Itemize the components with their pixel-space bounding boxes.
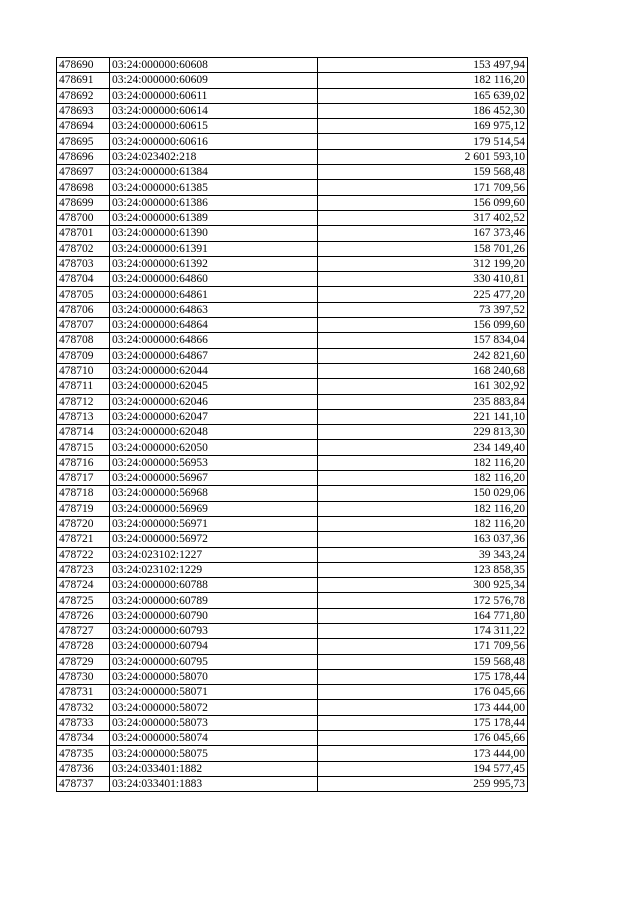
table-body [57, 58, 528, 792]
cadastral-value-table [56, 57, 528, 792]
value-amount-cell: 157 834,04 [318, 333, 528, 348]
row-number-cell: 478729 [57, 654, 110, 669]
cadastral-number-cell: 03:24:000000:60608 [110, 58, 318, 73]
row-number-cell: 478696 [57, 149, 110, 164]
row-number-cell: 478698 [57, 180, 110, 195]
cadastral-number-cell: 03:24:033401:1883 [110, 776, 318, 791]
table-row [57, 363, 528, 378]
table-row [57, 241, 528, 256]
cadastral-number-cell: 03:24:000000:61391 [110, 241, 318, 256]
table-row [57, 226, 528, 241]
value-amount-cell: 2 601 593,10 [318, 149, 528, 164]
table-row [57, 562, 528, 577]
cadastral-number-cell: 03:24:000000:62046 [110, 394, 318, 409]
table-row [57, 58, 528, 73]
row-number-cell: 478717 [57, 471, 110, 486]
row-number-cell: 478728 [57, 639, 110, 654]
table-row [57, 700, 528, 715]
row-number-cell: 478735 [57, 746, 110, 761]
cadastral-number-cell: 03:24:000000:61390 [110, 226, 318, 241]
cadastral-number-cell: 03:24:000000:58075 [110, 746, 318, 761]
row-number-cell: 478715 [57, 440, 110, 455]
value-amount-cell: 123 858,35 [318, 562, 528, 577]
row-number-cell: 478734 [57, 731, 110, 746]
cadastral-number-cell: 03:24:000000:60794 [110, 639, 318, 654]
row-number-cell: 478700 [57, 210, 110, 225]
cadastral-number-cell: 03:24:000000:61384 [110, 165, 318, 180]
value-amount-cell: 179 514,54 [318, 134, 528, 149]
row-number-cell: 478711 [57, 379, 110, 394]
value-amount-cell: 156 099,60 [318, 195, 528, 210]
cadastral-number-cell: 03:24:000000:62048 [110, 425, 318, 440]
table-row [57, 379, 528, 394]
cadastral-number-cell: 03:24:000000:64861 [110, 287, 318, 302]
table-row [57, 608, 528, 623]
cadastral-number-cell: 03:24:000000:64864 [110, 318, 318, 333]
cadastral-number-cell: 03:24:000000:61386 [110, 195, 318, 210]
table-row [57, 425, 528, 440]
value-amount-cell: 173 444,00 [318, 746, 528, 761]
table-row [57, 486, 528, 501]
row-number-cell: 478699 [57, 195, 110, 210]
table-row [57, 455, 528, 470]
cadastral-number-cell: 03:24:000000:58070 [110, 669, 318, 684]
table-row [57, 210, 528, 225]
cadastral-number-cell: 03:24:000000:56969 [110, 501, 318, 516]
cadastral-number-cell: 03:24:000000:60615 [110, 119, 318, 134]
value-amount-cell: 176 045,66 [318, 685, 528, 700]
table-row [57, 302, 528, 317]
value-amount-cell: 175 178,44 [318, 669, 528, 684]
value-amount-cell: 153 497,94 [318, 58, 528, 73]
table-row [57, 165, 528, 180]
table-row [57, 119, 528, 134]
table-row [57, 731, 528, 746]
table-row [57, 669, 528, 684]
table-row [57, 287, 528, 302]
table-row [57, 471, 528, 486]
row-number-cell: 478731 [57, 685, 110, 700]
row-number-cell: 478718 [57, 486, 110, 501]
table-row [57, 654, 528, 669]
cadastral-number-cell: 03:24:000000:62044 [110, 363, 318, 378]
value-amount-cell: 312 199,20 [318, 256, 528, 271]
table-row [57, 761, 528, 776]
cadastral-number-cell: 03:24:000000:56968 [110, 486, 318, 501]
table-row [57, 256, 528, 271]
value-amount-cell: 194 577,45 [318, 761, 528, 776]
row-number-cell: 478714 [57, 425, 110, 440]
cadastral-number-cell: 03:24:000000:61392 [110, 256, 318, 271]
value-amount-cell: 182 116,20 [318, 501, 528, 516]
table-row [57, 593, 528, 608]
table-row [57, 103, 528, 118]
cadastral-number-cell: 03:24:000000:64860 [110, 272, 318, 287]
value-amount-cell: 182 116,20 [318, 455, 528, 470]
cadastral-number-cell: 03:24:023402:218 [110, 149, 318, 164]
value-amount-cell: 171 709,56 [318, 639, 528, 654]
row-number-cell: 478693 [57, 103, 110, 118]
table-row [57, 88, 528, 103]
value-amount-cell: 73 397,52 [318, 302, 528, 317]
cadastral-number-cell: 03:24:000000:58072 [110, 700, 318, 715]
value-amount-cell: 165 639,02 [318, 88, 528, 103]
cadastral-number-cell: 03:24:000000:58071 [110, 685, 318, 700]
value-amount-cell: 182 116,20 [318, 73, 528, 88]
row-number-cell: 478695 [57, 134, 110, 149]
table-row [57, 639, 528, 654]
value-amount-cell: 259 995,73 [318, 776, 528, 791]
value-amount-cell: 39 343,24 [318, 547, 528, 562]
table-row [57, 333, 528, 348]
row-number-cell: 478697 [57, 165, 110, 180]
row-number-cell: 478702 [57, 241, 110, 256]
value-amount-cell: 235 883,84 [318, 394, 528, 409]
table-row [57, 134, 528, 149]
table-row [57, 73, 528, 88]
row-number-cell: 478710 [57, 363, 110, 378]
table-row [57, 685, 528, 700]
table-row [57, 532, 528, 547]
value-amount-cell: 225 477,20 [318, 287, 528, 302]
row-number-cell: 478722 [57, 547, 110, 562]
row-number-cell: 478707 [57, 318, 110, 333]
value-amount-cell: 159 568,48 [318, 654, 528, 669]
cadastral-number-cell: 03:24:000000:60611 [110, 88, 318, 103]
value-amount-cell: 234 149,40 [318, 440, 528, 455]
value-amount-cell: 175 178,44 [318, 715, 528, 730]
row-number-cell: 478721 [57, 532, 110, 547]
row-number-cell: 478704 [57, 272, 110, 287]
value-amount-cell: 186 452,30 [318, 103, 528, 118]
value-amount-cell: 242 821,60 [318, 348, 528, 363]
value-amount-cell: 164 771,80 [318, 608, 528, 623]
value-amount-cell: 150 029,06 [318, 486, 528, 501]
value-amount-cell: 171 709,56 [318, 180, 528, 195]
table-row [57, 578, 528, 593]
value-amount-cell: 174 311,22 [318, 623, 528, 638]
cadastral-number-cell: 03:24:000000:60793 [110, 623, 318, 638]
table-row [57, 409, 528, 424]
cadastral-number-cell: 03:24:000000:62045 [110, 379, 318, 394]
table-row [57, 195, 528, 210]
row-number-cell: 478727 [57, 623, 110, 638]
table-row [57, 440, 528, 455]
table-row [57, 501, 528, 516]
value-amount-cell: 173 444,00 [318, 700, 528, 715]
row-number-cell: 478712 [57, 394, 110, 409]
value-amount-cell: 182 116,20 [318, 516, 528, 531]
row-number-cell: 478709 [57, 348, 110, 363]
value-amount-cell: 317 402,52 [318, 210, 528, 225]
table-row [57, 348, 528, 363]
cadastral-number-cell: 03:24:000000:62050 [110, 440, 318, 455]
cadastral-number-cell: 03:24:000000:56971 [110, 516, 318, 531]
row-number-cell: 478694 [57, 119, 110, 134]
value-amount-cell: 172 576,78 [318, 593, 528, 608]
cadastral-number-cell: 03:24:023102:1227 [110, 547, 318, 562]
cadastral-number-cell: 03:24:000000:58073 [110, 715, 318, 730]
cadastral-number-cell: 03:24:000000:64863 [110, 302, 318, 317]
value-amount-cell: 330 410,81 [318, 272, 528, 287]
value-amount-cell: 221 141,10 [318, 409, 528, 424]
row-number-cell: 478725 [57, 593, 110, 608]
table-row [57, 623, 528, 638]
cadastral-number-cell: 03:24:000000:61385 [110, 180, 318, 195]
cadastral-number-cell: 03:24:000000:60795 [110, 654, 318, 669]
cadastral-number-cell: 03:24:000000:60789 [110, 593, 318, 608]
cadastral-number-cell: 03:24:000000:60790 [110, 608, 318, 623]
row-number-cell: 478703 [57, 256, 110, 271]
value-amount-cell: 182 116,20 [318, 471, 528, 486]
row-number-cell: 478701 [57, 226, 110, 241]
table-row [57, 746, 528, 761]
table-row [57, 272, 528, 287]
table-row [57, 547, 528, 562]
row-number-cell: 478720 [57, 516, 110, 531]
table-row [57, 180, 528, 195]
value-amount-cell: 168 240,68 [318, 363, 528, 378]
cadastral-number-cell: 03:24:000000:58074 [110, 731, 318, 746]
row-number-cell: 478724 [57, 578, 110, 593]
value-amount-cell: 167 373,46 [318, 226, 528, 241]
row-number-cell: 478733 [57, 715, 110, 730]
table-row [57, 776, 528, 791]
cadastral-number-cell: 03:24:000000:56972 [110, 532, 318, 547]
value-amount-cell: 158 701,26 [318, 241, 528, 256]
row-number-cell: 478730 [57, 669, 110, 684]
row-number-cell: 478732 [57, 700, 110, 715]
cadastral-number-cell: 03:24:000000:62047 [110, 409, 318, 424]
table-row [57, 516, 528, 531]
cadastral-number-cell: 03:24:000000:64867 [110, 348, 318, 363]
value-amount-cell: 176 045,66 [318, 731, 528, 746]
cadastral-number-cell: 03:24:000000:56953 [110, 455, 318, 470]
value-amount-cell: 300 925,34 [318, 578, 528, 593]
cadastral-number-cell: 03:24:000000:60609 [110, 73, 318, 88]
cadastral-number-cell: 03:24:023102:1229 [110, 562, 318, 577]
cadastral-number-cell: 03:24:000000:56967 [110, 471, 318, 486]
table-row [57, 318, 528, 333]
row-number-cell: 478706 [57, 302, 110, 317]
value-amount-cell: 159 568,48 [318, 165, 528, 180]
cadastral-number-cell: 03:24:000000:60614 [110, 103, 318, 118]
row-number-cell: 478726 [57, 608, 110, 623]
value-amount-cell: 163 037,36 [318, 532, 528, 547]
row-number-cell: 478691 [57, 73, 110, 88]
table-row [57, 394, 528, 409]
table-row [57, 715, 528, 730]
value-amount-cell: 156 099,60 [318, 318, 528, 333]
row-number-cell: 478736 [57, 761, 110, 776]
row-number-cell: 478737 [57, 776, 110, 791]
row-number-cell: 478719 [57, 501, 110, 516]
row-number-cell: 478705 [57, 287, 110, 302]
cadastral-number-cell: 03:24:000000:61389 [110, 210, 318, 225]
value-amount-cell: 229 813,30 [318, 425, 528, 440]
value-amount-cell: 161 302,92 [318, 379, 528, 394]
row-number-cell: 478723 [57, 562, 110, 577]
row-number-cell: 478690 [57, 58, 110, 73]
row-number-cell: 478708 [57, 333, 110, 348]
cadastral-number-cell: 03:24:000000:64866 [110, 333, 318, 348]
row-number-cell: 478716 [57, 455, 110, 470]
cadastral-number-cell: 03:24:000000:60616 [110, 134, 318, 149]
cadastral-number-cell: 03:24:000000:60788 [110, 578, 318, 593]
row-number-cell: 478713 [57, 409, 110, 424]
cadastral-number-cell: 03:24:033401:1882 [110, 761, 318, 776]
row-number-cell: 478692 [57, 88, 110, 103]
value-amount-cell: 169 975,12 [318, 119, 528, 134]
table-row [57, 149, 528, 164]
